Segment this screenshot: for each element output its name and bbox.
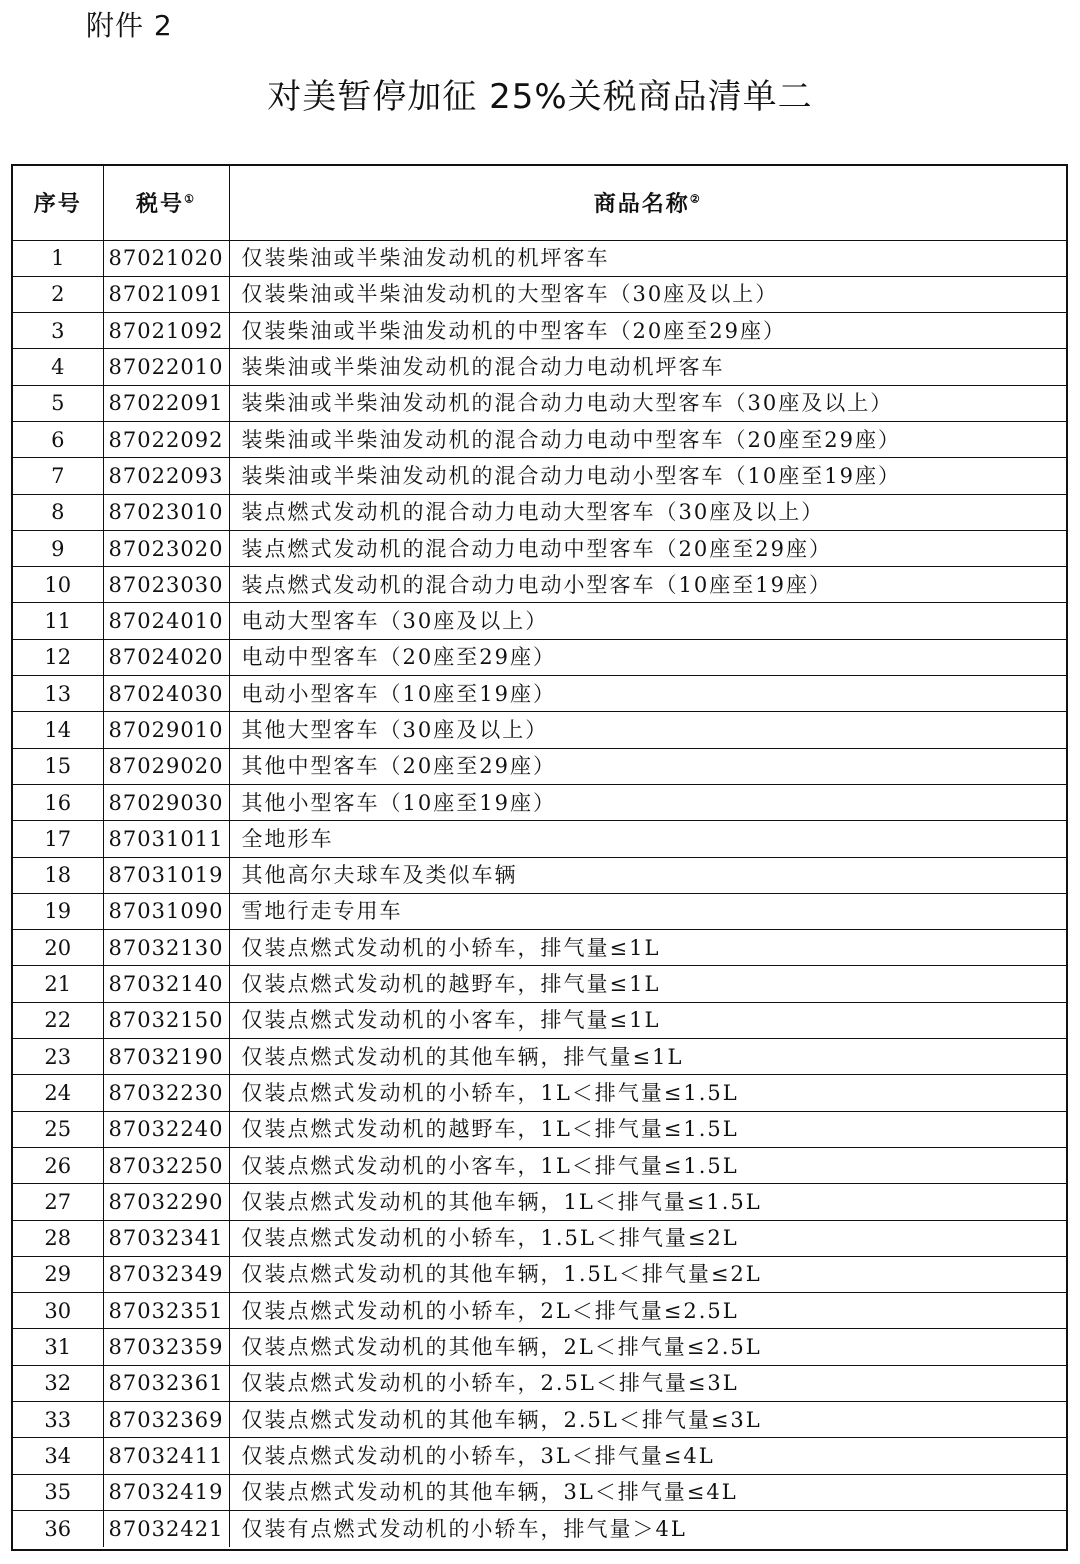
row-name-cell: 电动中型客车（20座至29座） [229, 639, 1066, 675]
header-name [229, 166, 1066, 240]
header-name-note: ② [689, 192, 702, 206]
table-row [13, 748, 1066, 784]
row-code-cell: 87032419 [103, 1474, 229, 1510]
table-row [13, 385, 1066, 421]
table-row [13, 494, 1066, 530]
row-name-cell: 仅装点燃式发动机的小轿车，2L＜排气量≤2.5L [229, 1293, 1066, 1329]
row-name-cell: 雪地行走专用车 [229, 893, 1066, 929]
row-seq-cell: 30 [13, 1293, 103, 1329]
table-header-row [13, 166, 1066, 240]
row-name-cell: 仅装点燃式发动机的其他车辆，排气量≤1L [229, 1039, 1066, 1075]
row-seq-cell: 15 [13, 748, 103, 784]
row-code-cell: 87032369 [103, 1402, 229, 1438]
row-name-cell: 全地形车 [229, 821, 1066, 857]
table-row [13, 1256, 1066, 1292]
row-seq-cell: 3 [13, 313, 103, 349]
row-code-cell: 87022092 [103, 421, 229, 457]
row-seq-cell: 27 [13, 1184, 103, 1220]
table-row [13, 276, 1066, 312]
row-name-cell: 装柴油或半柴油发动机的混合动力电动机坪客车 [229, 349, 1066, 385]
row-code-cell: 87023020 [103, 530, 229, 566]
row-name-cell: 其他高尔夫球车及类似车辆 [229, 857, 1066, 893]
row-code-cell: 87032230 [103, 1075, 229, 1111]
row-code-cell: 87032190 [103, 1039, 229, 1075]
row-seq-cell: 11 [13, 603, 103, 639]
row-seq-cell: 26 [13, 1147, 103, 1183]
row-name-cell: 装点燃式发动机的混合动力电动中型客车（20座至29座） [229, 530, 1066, 566]
row-code-cell: 87024030 [103, 676, 229, 712]
row-code-cell: 87021091 [103, 276, 229, 312]
row-code-cell: 87032290 [103, 1184, 229, 1220]
row-seq-cell: 10 [13, 567, 103, 603]
row-name-cell: 仅装点燃式发动机的越野车，1L＜排气量≤1.5L [229, 1111, 1066, 1147]
table-row [13, 821, 1066, 857]
row-seq-cell: 33 [13, 1402, 103, 1438]
row-code-cell: 87022093 [103, 458, 229, 494]
table-row [13, 1438, 1066, 1474]
table-row [13, 1002, 1066, 1038]
row-code-cell: 87022091 [103, 385, 229, 421]
row-name-cell: 电动小型客车（10座至19座） [229, 676, 1066, 712]
table-row [13, 1474, 1066, 1510]
row-name-cell: 装柴油或半柴油发动机的混合动力电动中型客车（20座至29座） [229, 421, 1066, 457]
row-code-cell: 87032411 [103, 1438, 229, 1474]
row-name-cell: 仅装柴油或半柴油发动机的机坪客车 [229, 240, 1066, 276]
row-seq-cell: 36 [13, 1510, 103, 1546]
row-code-cell: 87029020 [103, 748, 229, 784]
row-code-cell: 87032351 [103, 1293, 229, 1329]
row-code-cell: 87032421 [103, 1510, 229, 1546]
document-title: 对美暂停加征 25%关税商品清单二 [267, 77, 813, 117]
row-seq-cell: 5 [13, 385, 103, 421]
table-row [13, 1184, 1066, 1220]
header-code-label: 税号 [136, 191, 185, 218]
table-row [13, 784, 1066, 820]
row-seq-cell: 32 [13, 1365, 103, 1401]
row-name-cell: 仅装点燃式发动机的小轿车，2.5L＜排气量≤3L [229, 1365, 1066, 1401]
row-name-cell: 仅装点燃式发动机的其他车辆，1.5L＜排气量≤2L [229, 1256, 1066, 1292]
row-name-cell: 装点燃式发动机的混合动力电动大型客车（30座及以上） [229, 494, 1066, 530]
row-seq-cell: 16 [13, 784, 103, 820]
row-name-cell: 仅装点燃式发动机的小轿车，1L＜排气量≤1.5L [229, 1075, 1066, 1111]
table-row [13, 1510, 1066, 1546]
row-seq-cell: 21 [13, 966, 103, 1002]
table-row [13, 567, 1066, 603]
row-code-cell: 87022010 [103, 349, 229, 385]
row-name-cell: 仅装点燃式发动机的其他车辆，1L＜排气量≤1.5L [229, 1184, 1066, 1220]
row-name-cell: 其他中型客车（20座至29座） [229, 748, 1066, 784]
table-row [13, 1329, 1066, 1365]
tariff-table-container [11, 164, 1068, 1551]
header-name-label: 商品名称 [593, 191, 690, 218]
row-seq-cell: 23 [13, 1039, 103, 1075]
row-code-cell: 87032140 [103, 966, 229, 1002]
row-code-cell: 87032250 [103, 1147, 229, 1183]
row-code-cell: 87023030 [103, 567, 229, 603]
row-seq-cell: 28 [13, 1220, 103, 1256]
table-row [13, 458, 1066, 494]
header-seq [13, 166, 103, 240]
row-seq-cell: 24 [13, 1075, 103, 1111]
row-name-cell: 其他小型客车（10座至19座） [229, 784, 1066, 820]
row-seq-cell: 31 [13, 1329, 103, 1365]
table-row [13, 349, 1066, 385]
row-name-cell: 仅装点燃式发动机的小轿车，3L＜排气量≤4L [229, 1438, 1066, 1474]
row-code-cell: 87031011 [103, 821, 229, 857]
table-row [13, 676, 1066, 712]
row-name-cell: 仅装点燃式发动机的小轿车，1.5L＜排气量≤2L [229, 1220, 1066, 1256]
row-code-cell: 87024010 [103, 603, 229, 639]
row-seq-cell: 18 [13, 857, 103, 893]
row-code-cell: 87032341 [103, 1220, 229, 1256]
table-row [13, 530, 1066, 566]
row-seq-cell: 2 [13, 276, 103, 312]
row-code-cell: 87021092 [103, 313, 229, 349]
table-row [13, 1147, 1066, 1183]
table-row [13, 240, 1066, 276]
row-code-cell: 87032240 [103, 1111, 229, 1147]
header-code-note: ① [184, 192, 196, 206]
table-row [13, 857, 1066, 893]
row-seq-cell: 8 [13, 494, 103, 530]
row-name-cell: 电动大型客车（30座及以上） [229, 603, 1066, 639]
row-seq-cell: 7 [13, 458, 103, 494]
row-seq-cell: 20 [13, 930, 103, 966]
table-row [13, 930, 1066, 966]
table-row [13, 966, 1066, 1002]
row-seq-cell: 4 [13, 349, 103, 385]
row-name-cell: 仅装点燃式发动机的越野车，排气量≤1L [229, 966, 1066, 1002]
row-name-cell: 装柴油或半柴油发动机的混合动力电动小型客车（10座至19座） [229, 458, 1066, 494]
row-code-cell: 87032349 [103, 1256, 229, 1292]
row-code-cell: 87032361 [103, 1365, 229, 1401]
row-name-cell: 仅装柴油或半柴油发动机的大型客车（30座及以上） [229, 276, 1066, 312]
row-name-cell: 装柴油或半柴油发动机的混合动力电动大型客车（30座及以上） [229, 385, 1066, 421]
table-body [13, 240, 1066, 1547]
tariff-table [13, 166, 1066, 1547]
row-code-cell: 87032150 [103, 1002, 229, 1038]
table-row [13, 1075, 1066, 1111]
row-name-cell: 仅装点燃式发动机的小客车，排气量≤1L [229, 1002, 1066, 1038]
row-seq-cell: 22 [13, 1002, 103, 1038]
row-code-cell: 87032130 [103, 930, 229, 966]
table-row [13, 639, 1066, 675]
row-seq-cell: 25 [13, 1111, 103, 1147]
row-name-cell: 仅装点燃式发动机的小客车，1L＜排气量≤1.5L [229, 1147, 1066, 1183]
table-row [13, 603, 1066, 639]
table-row [13, 421, 1066, 457]
row-code-cell: 87023010 [103, 494, 229, 530]
row-name-cell: 仅装点燃式发动机的其他车辆，2.5L＜排气量≤3L [229, 1402, 1066, 1438]
row-seq-cell: 6 [13, 421, 103, 457]
row-code-cell: 87031090 [103, 893, 229, 929]
row-code-cell: 87024020 [103, 639, 229, 675]
row-name-cell: 装点燃式发动机的混合动力电动小型客车（10座至19座） [229, 567, 1066, 603]
table-row [13, 313, 1066, 349]
row-name-cell: 仅装点燃式发动机的其他车辆，2L＜排气量≤2.5L [229, 1329, 1066, 1365]
row-code-cell: 87032359 [103, 1329, 229, 1365]
row-name-cell: 仅装有点燃式发动机的小轿车，排气量＞4L [229, 1510, 1066, 1546]
row-code-cell: 87021020 [103, 240, 229, 276]
table-row [13, 1111, 1066, 1147]
header-code [103, 166, 229, 240]
row-seq-cell: 19 [13, 893, 103, 929]
table-row [13, 893, 1066, 929]
row-seq-cell: 17 [13, 821, 103, 857]
table-row [13, 1039, 1066, 1075]
table-row [13, 1365, 1066, 1401]
row-code-cell: 87031019 [103, 857, 229, 893]
row-seq-cell: 1 [13, 240, 103, 276]
table-row [13, 1293, 1066, 1329]
row-code-cell: 87029030 [103, 784, 229, 820]
row-seq-cell: 12 [13, 639, 103, 675]
table-row [13, 1220, 1066, 1256]
row-name-cell: 其他大型客车（30座及以上） [229, 712, 1066, 748]
row-seq-cell: 34 [13, 1438, 103, 1474]
row-name-cell: 仅装柴油或半柴油发动机的中型客车（20座至29座） [229, 313, 1066, 349]
table-row [13, 1402, 1066, 1438]
row-code-cell: 87029010 [103, 712, 229, 748]
row-seq-cell: 9 [13, 530, 103, 566]
header-seq-label: 序号 [33, 191, 82, 218]
row-seq-cell: 14 [13, 712, 103, 748]
row-seq-cell: 13 [13, 676, 103, 712]
table-row [13, 712, 1066, 748]
row-name-cell: 仅装点燃式发动机的其他车辆，3L＜排气量≤4L [229, 1474, 1066, 1510]
row-seq-cell: 29 [13, 1256, 103, 1292]
row-seq-cell: 35 [13, 1474, 103, 1510]
attachment-label: 附件 2 [86, 9, 173, 42]
row-name-cell: 仅装点燃式发动机的小轿车，排气量≤1L [229, 930, 1066, 966]
